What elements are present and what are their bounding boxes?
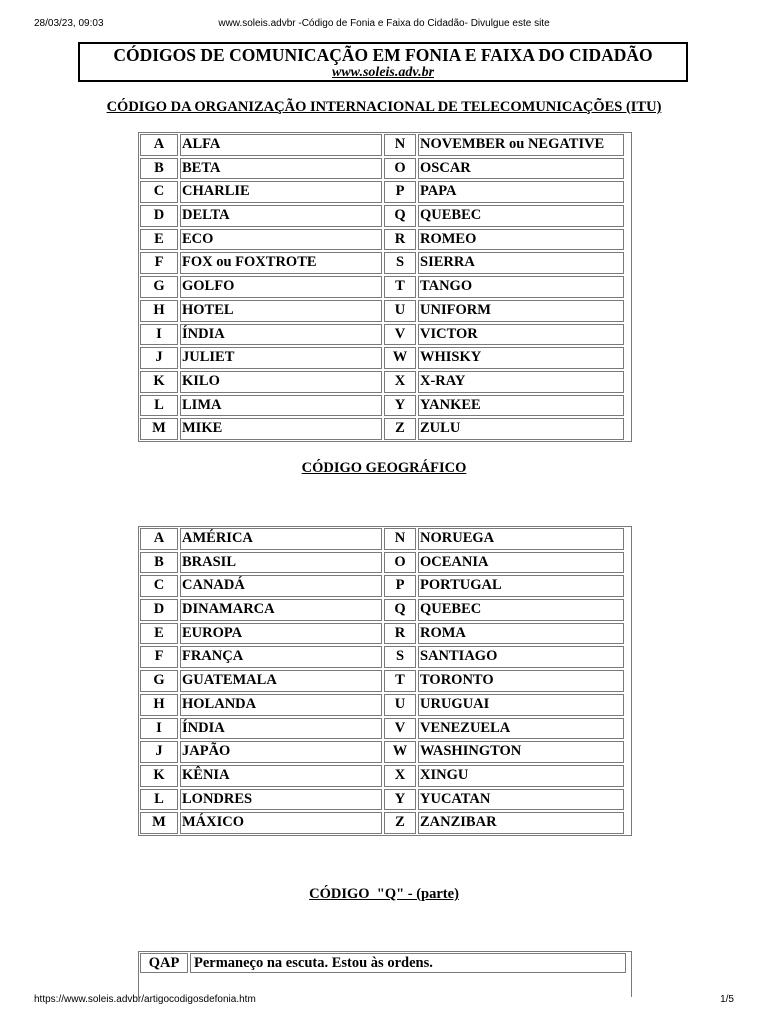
letter-cell: Z [384, 418, 416, 440]
code-word-cell: TANGO [418, 276, 624, 298]
q-section-title: CÓDIGO "Q" - (parte) [309, 886, 459, 902]
table-row [139, 693, 631, 717]
code-word-cell: XINGU [418, 765, 624, 787]
letter-cell: E [140, 229, 178, 251]
print-footer [34, 994, 734, 1008]
q-code-table [138, 951, 632, 997]
letter-cell: C [140, 181, 178, 203]
code-word-cell: HOLANDA [180, 694, 382, 716]
letter-cell: W [384, 741, 416, 763]
geo-code-table [138, 526, 632, 836]
table-row [139, 228, 631, 252]
letter-cell: S [384, 646, 416, 668]
table-row [139, 323, 631, 347]
letter-cell: Q [384, 205, 416, 227]
code-word-cell: CANADÁ [180, 575, 382, 597]
letter-cell: R [384, 623, 416, 645]
letter-cell: F [140, 646, 178, 668]
code-word-cell: LONDRES [180, 789, 382, 811]
code-word-cell: MIKE [180, 418, 382, 440]
letter-cell: M [140, 812, 178, 834]
code-word-cell: OSCAR [418, 158, 624, 180]
letter-cell: V [384, 324, 416, 346]
code-word-cell: FRANÇA [180, 646, 382, 668]
code-word-cell: OCEANIA [418, 552, 624, 574]
table-row [139, 574, 631, 598]
table-row [139, 527, 631, 551]
print-page-number: 1/5 [720, 994, 734, 1005]
code-word-cell: NORUEGA [418, 528, 624, 550]
q-code-cell: QAP [140, 953, 188, 973]
table-row [139, 133, 631, 157]
print-header [34, 18, 734, 32]
code-word-cell: QUEBEC [418, 205, 624, 227]
letter-cell: J [140, 741, 178, 763]
table-row [139, 299, 631, 323]
code-word-cell: VENEZUELA [418, 718, 624, 740]
letter-cell: P [384, 181, 416, 203]
letter-cell: T [384, 276, 416, 298]
letter-cell: I [140, 324, 178, 346]
letter-cell: Y [384, 395, 416, 417]
letter-cell: Q [384, 599, 416, 621]
code-word-cell: BRASIL [180, 552, 382, 574]
table-row [139, 669, 631, 693]
letter-cell: L [140, 395, 178, 417]
code-word-cell: KÊNIA [180, 765, 382, 787]
page-banner [78, 42, 688, 82]
letter-cell: X [384, 371, 416, 393]
letter-cell: E [140, 623, 178, 645]
code-word-cell: ÍNDIA [180, 718, 382, 740]
itu-code-table [138, 132, 632, 442]
code-word-cell: KILO [180, 371, 382, 393]
table-row [139, 180, 631, 204]
letter-cell: U [384, 694, 416, 716]
letter-cell: Z [384, 812, 416, 834]
site-link[interactable]: www.soleis.adv.br [331, 65, 435, 80]
code-word-cell: WHISKY [418, 347, 624, 369]
table-row [139, 551, 631, 575]
letter-cell: T [384, 670, 416, 692]
table-row [139, 275, 631, 299]
code-word-cell: GOLFO [180, 276, 382, 298]
code-word-cell: TORONTO [418, 670, 624, 692]
code-word-cell: DINAMARCA [180, 599, 382, 621]
code-word-cell: ZANZIBAR [418, 812, 624, 834]
table-row [139, 764, 631, 788]
table-row [139, 417, 631, 441]
letter-cell: C [140, 575, 178, 597]
itu-section-title: CÓDIGO DA ORGANIZAÇÃO INTERNACIONAL DE TELECOMUNICAÇÕES (ITU) [106, 99, 662, 115]
code-word-cell: AMÉRICA [180, 528, 382, 550]
code-word-cell: ROMA [418, 623, 624, 645]
print-datetime: 28/03/23, 09:03 [34, 18, 104, 29]
letter-cell: N [384, 528, 416, 550]
table-row [139, 157, 631, 181]
code-word-cell: HOTEL [180, 300, 382, 322]
letter-cell: W [384, 347, 416, 369]
code-word-cell: MÁXICO [180, 812, 382, 834]
page-title: CÓDIGOS DE COMUNICAÇÃO EM FONIA E FAIXA DO CIDADÃO [113, 45, 653, 65]
code-word-cell: NOVEMBER ou NEGATIVE [418, 134, 624, 156]
code-word-cell: SIERRA [418, 252, 624, 274]
letter-cell: O [384, 552, 416, 574]
code-word-cell: JULIET [180, 347, 382, 369]
table-row [139, 622, 631, 646]
table-row [139, 370, 631, 394]
code-word-cell: ALFA [180, 134, 382, 156]
code-word-cell: URUGUAI [418, 694, 624, 716]
print-footer-url: https://www.soleis.advbr/artigocodigosdefonia.htm [34, 994, 256, 1005]
print-page-title: www.soleis.advbr -Código de Fonia e Faixa do Cidadão- Divulgue este site [218, 18, 550, 29]
code-word-cell: FOX ou FOXTROTE [180, 252, 382, 274]
letter-cell: R [384, 229, 416, 251]
table-row [139, 251, 631, 275]
code-word-cell: WASHINGTON [418, 741, 624, 763]
letter-cell: H [140, 300, 178, 322]
code-word-cell: YUCATAN [418, 789, 624, 811]
letter-cell: F [140, 252, 178, 274]
code-word-cell: YANKEE [418, 395, 624, 417]
letter-cell: D [140, 205, 178, 227]
letter-cell: H [140, 694, 178, 716]
code-word-cell: LIMA [180, 395, 382, 417]
code-word-cell: DELTA [180, 205, 382, 227]
letter-cell: A [140, 528, 178, 550]
code-word-cell: EUROPA [180, 623, 382, 645]
table-row [139, 811, 631, 835]
letter-cell: X [384, 765, 416, 787]
code-word-cell: X-RAY [418, 371, 624, 393]
letter-cell: K [140, 371, 178, 393]
table-row [139, 598, 631, 622]
code-word-cell: JAPÃO [180, 741, 382, 763]
letter-cell: P [384, 575, 416, 597]
letter-cell: D [140, 599, 178, 621]
letter-cell: M [140, 418, 178, 440]
letter-cell: G [140, 276, 178, 298]
table-row [139, 952, 631, 974]
letter-cell: L [140, 789, 178, 811]
letter-cell: B [140, 158, 178, 180]
letter-cell: U [384, 300, 416, 322]
table-row [139, 346, 631, 370]
table-row [139, 740, 631, 764]
code-word-cell: VICTOR [418, 324, 624, 346]
geo-section-title: CÓDIGO GEOGRÁFICO [301, 460, 467, 476]
code-word-cell: SANTIAGO [418, 646, 624, 668]
letter-cell: B [140, 552, 178, 574]
q-description-cell: Permaneço na escuta. Estou às ordens. [190, 953, 626, 973]
table-row [139, 204, 631, 228]
letter-cell: G [140, 670, 178, 692]
code-word-cell: ROMEO [418, 229, 624, 251]
letter-cell: S [384, 252, 416, 274]
letter-cell: N [384, 134, 416, 156]
table-row [139, 717, 631, 741]
table-row [139, 394, 631, 418]
code-word-cell: ÍNDIA [180, 324, 382, 346]
letter-cell: V [384, 718, 416, 740]
letter-cell: K [140, 765, 178, 787]
code-word-cell: QUEBEC [418, 599, 624, 621]
letter-cell: Y [384, 789, 416, 811]
code-word-cell: ZULU [418, 418, 624, 440]
code-word-cell: GUATEMALA [180, 670, 382, 692]
code-word-cell: PAPA [418, 181, 624, 203]
code-word-cell: CHARLIE [180, 181, 382, 203]
letter-cell: J [140, 347, 178, 369]
letter-cell: I [140, 718, 178, 740]
code-word-cell: PORTUGAL [418, 575, 624, 597]
code-word-cell: ECO [180, 229, 382, 251]
letter-cell: A [140, 134, 178, 156]
code-word-cell: BETA [180, 158, 382, 180]
code-word-cell: UNIFORM [418, 300, 624, 322]
letter-cell: O [384, 158, 416, 180]
table-row [139, 645, 631, 669]
table-row [139, 788, 631, 812]
